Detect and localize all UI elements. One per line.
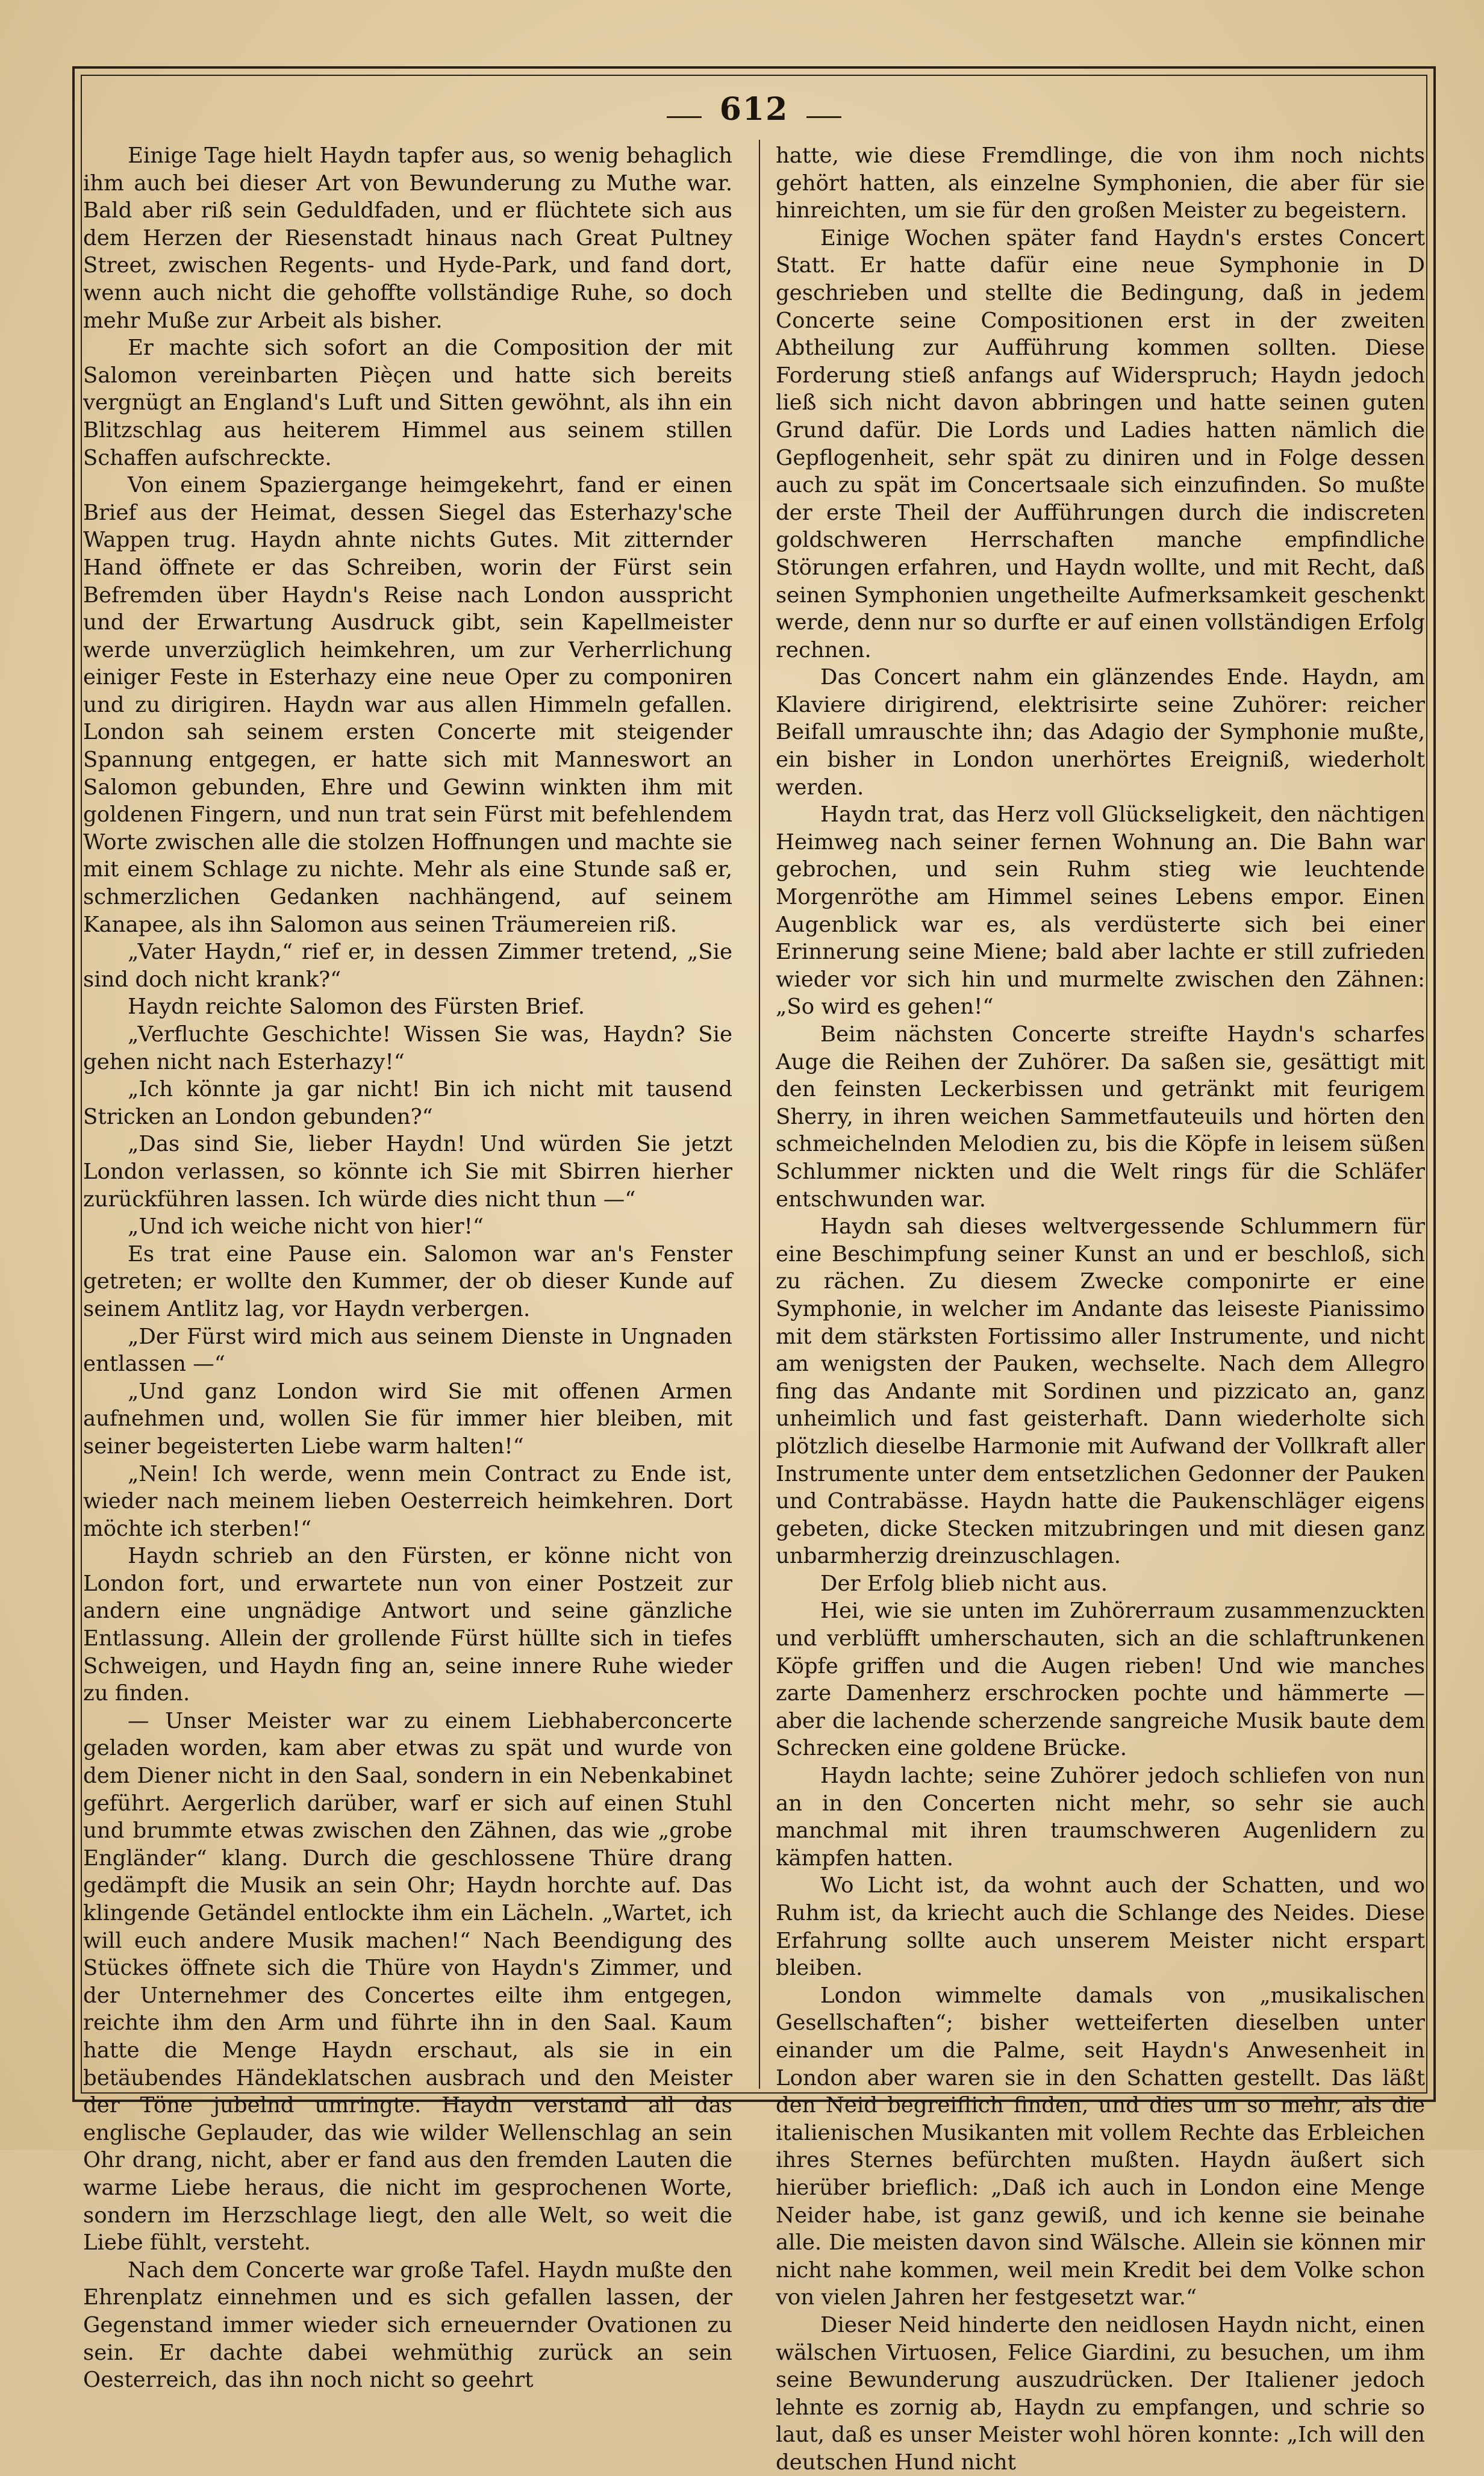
paragraph: Nach dem Concerte war große Tafel. Haydn mußte den Ehrenplatz einnehmen und es sich gefallen lassen, der Gegenstand immer wieder sich erneuernder Ovationen zu sein. Er dachte dabei wehmüthig zurück an sein Oesterreich, das ihn noch nicht so geehrt — [83, 2257, 732, 2393]
paragraph: „Ich könnte ja gar nicht! Bin ich nicht mit tausend Stricken an London gebunden?“ — [83, 1077, 732, 1129]
paragraph: Es trat eine Pause ein. Salomon war an's Fenster getreten; er wollte den Kummer, der ob dieser Kunde auf seinem Antlitz lag, vor Haydn verbergen. — [83, 1241, 732, 1321]
header-dash-left — [667, 116, 702, 118]
paragraph: „Und ganz London wird Sie mit offenen Armen aufnehmen und, wollen Sie für immer hier bleiben, mit seiner begeisterten Liebe warm halten!“ — [83, 1379, 732, 1459]
paragraph: Haydn sah dieses weltvergessende Schlummern für eine Beschimpfung seiner Kunst an und er beschloß, sich zu rächen. Zu diesem Zwecke componirte er eine Symphonie, in welcher im Andante das leiseste Pianissimo mit dem stärksten Fortissimo aller Instrumente, und nicht am wenigsten der Pauken, wechselte. Nach dem Allegro fing das Andante mit Sordinen und pizzicato an, ganz unheimlich und fast geisterhaft. Dann wiederholte sich plötzlich dieselbe Harmonie mit Aufwand der Vollkraft aller Instrumente unter dem entsetzlichen Gedonner der Pauken und Contrabässe. Haydn hatte die Paukenschläger eigens gebeten, dicke Stecken mitzubringen und mit diesen ganz unbarmherzig dreinzuschlagen. — [776, 1214, 1425, 1569]
paragraph: Das Concert nahm ein glänzendes Ende. Haydn, am Klaviere dirigirend, elektrisirte seine Zuhörer: reicher Beifall umrauschte ihn; das Adagio der Symphonie mußte, ein bisher in London unerhörtes Ereigniß, wiederholt werden. — [776, 665, 1425, 800]
page-header — [81, 80, 1427, 140]
page-number: 612 — [719, 91, 789, 128]
paragraph: „Nein! Ich werde, wenn mein Contract zu Ende ist, wieder nach meinem lieben Oesterreich heimkehren. Dort möchte ich sterben!“ — [83, 1461, 732, 1541]
paragraph: „Der Fürst wird mich aus seinem Dienste in Ungnaden entlassen —“ — [83, 1324, 732, 1377]
header-dash-right — [806, 116, 841, 118]
paragraph: Haydn lachte; seine Zuhörer jedoch schliefen von nun an in den Concerten nicht mehr, so sehr sie auch manchmal mit ihren traumschweren Augenlidern zu kämpfen hatten. — [776, 1763, 1425, 1871]
paragraph: Einige Tage hielt Haydn tapfer aus, so wenig behaglich ihm auch bei dieser Art von Bewunderung zu Muthe war. Bald aber riß sein Geduldfaden, und er flüchtete sich aus dem Herzen der Riesenstadt hinaus nach Great Pultney Street, zwischen Regents- und Hyde-Park, und fand dort, wenn auch nicht die gehoffte vollständige Ruhe, so doch mehr Muße zur Arbeit als bisher. — [83, 143, 732, 333]
column-divider — [759, 140, 760, 2089]
paragraph: Beim nächsten Concerte streifte Haydn's scharfes Auge die Reihen der Zuhörer. Da saßen sie, gesättigt mit den feinsten Leckerbissen und getränkt mit feurigem Sherry, in ihren weichen Sammetfauteuils und hörten den schmeichelnden Melodien zu, bis die Köpfe in leisem süßen Schlummer nickten und die Welt rings für die Schläfer entschwunden war. — [776, 1022, 1425, 1212]
paragraph: London wimmelte damals von „musikalischen Gesellschaften“; bisher wetteiferten dieselben unter einander um die Palme, seit Haydn's Anwesenheit in London aber waren sie in den Schatten gestellt. Das läßt den Neid begreiflich finden, und dies um so mehr, als die italienischen Musikanten mit vollem Rechte das Erbleichen ihres Sternes befürchten mußten. Haydn äußert sich hierüber brieflich: „Daß ich auch in London eine Menge Neider habe, ist ganz gewiß, und ich kenne sie beinahe alle. Die meisten davon sind Wälsche. Allein sie können mir nicht nahe kommen, weil mein Kredit bei dem Volke schon von vielen Jahren her festgesetzt war.“ — [776, 1983, 1425, 2310]
paragraph: „Vater Haydn,“ rief er, in dessen Zimmer tretend, „Sie sind doch nicht krank?“ — [83, 940, 732, 992]
paragraph: Hei, wie sie unten im Zuhörerraum zusammenzuckten und verblüfft umherschauten, sich an die schlaftrunkenen Köpfe griffen und die Augen rieben! Und wie manches zarte Damenherz erschrocken pochte und hämmerte — aber die lachende scherzende sangreiche Musik baute dem Schrecken eine goldene Brücke. — [776, 1598, 1425, 1761]
paragraph: hatte, wie diese Fremdlinge, die von ihm noch nichts gehört hatten, als einzelne Symphonien, die aber für sie hinreichten, um sie für den großen Meister zu begeistern. — [776, 143, 1425, 223]
paragraph: „Das sind Sie, lieber Haydn! Und würden Sie jetzt London verlassen, so könnte ich Sie mit Sbirren hierher zurückführen lassen. Ich würde dies nicht thun —“ — [83, 1132, 732, 1212]
paragraph: — Unser Meister war zu einem Liebhaberconcerte geladen worden, kam aber etwas zu spät und wurde von dem Diener nicht in den Saal, sondern in ein Nebenkabinet geführt. Aergerlich darüber, warf er sich auf einen Stuhl und brummte etwas zwischen den Zähnen, das wie „grobe Engländer“ klang. Durch die geschlossene Thüre drang gedämpft die Musik an sein Ohr; Haydn horchte auf. Das klingende Getändel entlockte ihm ein Lächeln. „Wartet, ich will euch andere Musik machen!“ Nach Beendigung des Stückes öffnete sich die Thüre von Haydn's Zimmer, und der Unternehmer des Concertes eilte ihm entgegen, reichte ihm den Arm und führte ihn in den Saal. Kaum hatte die Menge Haydn erschaut, als sie in ein betäubendes Händeklatschen ausbrach und den Meister der Töne jubelnd umringte. Haydn verstand all das englische Geplauder, das wie wilder Wellenschlag an sein Ohr drang, nicht, aber er fand aus den fremden Lauten die warme Liebe heraus, die nicht im gesprochenen Worte, sondern im Herzschlage liegt, den alle Welt, so weit die Liebe fühlt, versteht. — [83, 1708, 732, 2256]
paragraph: Von einem Spaziergange heimgekehrt, fand er einen Brief aus der Heimat, dessen Siegel das Esterhazy'sche Wappen trug. Haydn ahnte nichts Gutes. Mit zitternder Hand öffnete er das Schreiben, worin der Fürst sein Befremden über Haydn's Reise nach London ausspricht und der Erwartung Ausdruck gibt, sein Kapellmeister werde unverzüglich heimkehren, um zur Verherrlichung einiger Feste in Esterhazy eine neue Oper zu componiren und zu dirigiren. Haydn war aus allen Himmeln gefallen. London sah seinem ersten Concerte mit steigender Spannung entgegen, er hatte sich mit Manneswort an Salomon gebunden, Ehre und Gewinn winkten ihm mit goldenen Fingern, und nun trat sein Fürst mit befehlendem Worte zwischen alle die stolzen Hoffnungen und machte sie mit einem Schlage zu nichte. Mehr als eine Stunde saß er, schmerzlichen Gedanken nachhängend, auf seinem Kanapee, als ihn Salomon aus seinen Träumereien riß. — [83, 473, 732, 937]
right-column — [776, 142, 1425, 2475]
paragraph: Haydn reichte Salomon des Fürsten Brief. — [128, 994, 585, 1020]
paragraph: Er machte sich sofort an die Composition der mit Salomon vereinbarten Pièçen und hatte sich bereits vergnügt an England's Luft und Sitten gewöhnt, als ihn ein Blitzschlag aus heiterem Himmel aus seinem stillen Schaffen aufschreckte. — [83, 335, 732, 470]
paragraph: „Und ich weiche nicht von hier!“ — [128, 1214, 484, 1240]
paragraph: Der Erfolg blieb nicht aus. — [820, 1571, 1108, 1596]
paragraph: Haydn schrieb an den Fürsten, er könne nicht von London fort, und erwartete nun von einer Postzeit zur andern eine ungnädige Antwort und seine gänzliche Entlassung. Allein der grollende Fürst hüllte sich in tiefes Schweigen, und Haydn fing an, seine innere Ruhe wieder zu finden. — [83, 1544, 732, 1706]
left-column — [83, 142, 732, 2393]
paragraph: Dieser Neid hinderte den neidlosen Haydn nicht, einen wälschen Virtuosen, Felice Giardini, zu besuchen, um ihm seine Bewunderung auszudrücken. Der Italiener jedoch lehnte es zornig ab, Haydn zu empfangen, und schrie so laut, daß es unser Meister wohl hören konnte: „Ich will den deutschen Hund nicht — [776, 2312, 1425, 2475]
paragraph: Haydn trat, das Herz voll Glückseligkeit, den nächtigen Heimweg nach seiner fernen Wohnung an. Die Bahn war gebrochen, und sein Ruhm stieg wie leuchtende Morgenröthe am Himmel seines Lebens empor. Einen Augenblick war es, als verdüsterte sich bei einer Erinnerung seine Miene; bald aber lachte er still zufrieden wieder vor sich hin und murmelte zwischen den Zähnen: „So wird es gehen!“ — [776, 802, 1425, 1020]
paragraph: Wo Licht ist, da wohnt auch der Schatten, und wo Ruhm ist, da kriecht auch die Schlange des Neides. Diese Erfahrung sollte auch unserem Meister nicht erspart bleiben. — [776, 1873, 1425, 1981]
paragraph: „Verfluchte Geschichte! Wissen Sie was, Haydn? Sie gehen nicht nach Esterhazy!“ — [83, 1022, 732, 1074]
paragraph: Einige Wochen später fand Haydn's erstes Concert Statt. Er hatte dafür eine neue Symphonie in D geschrieben und stellte die Bedingung, daß in jedem Concerte seine Compositionen erst in der zweiten Abtheilung zur Aufführung kommen sollten. Diese Forderung stieß anfangs auf Widerspruch; Haydn jedoch ließ sich nicht davon abbringen und hatte seinen guten Grund dafür. Die Lords und Ladies hatten nämlich die Gepflogenheit, sehr spät zu diniren und in Folge dessen auch zu spät im Concertsaale sich einzufinden. So mußte der erste Theil der Aufführungen durch die indiscreten goldschweren Herrschaften manche empfindliche Störungen erfahren, und Haydn wollte, und mit Recht, daß seinen Symphonien ungetheilte Aufmerksamkeit geschenkt werde, denn nur so durfte er auf einen vollständigen Erfolg rechnen. — [776, 225, 1425, 663]
